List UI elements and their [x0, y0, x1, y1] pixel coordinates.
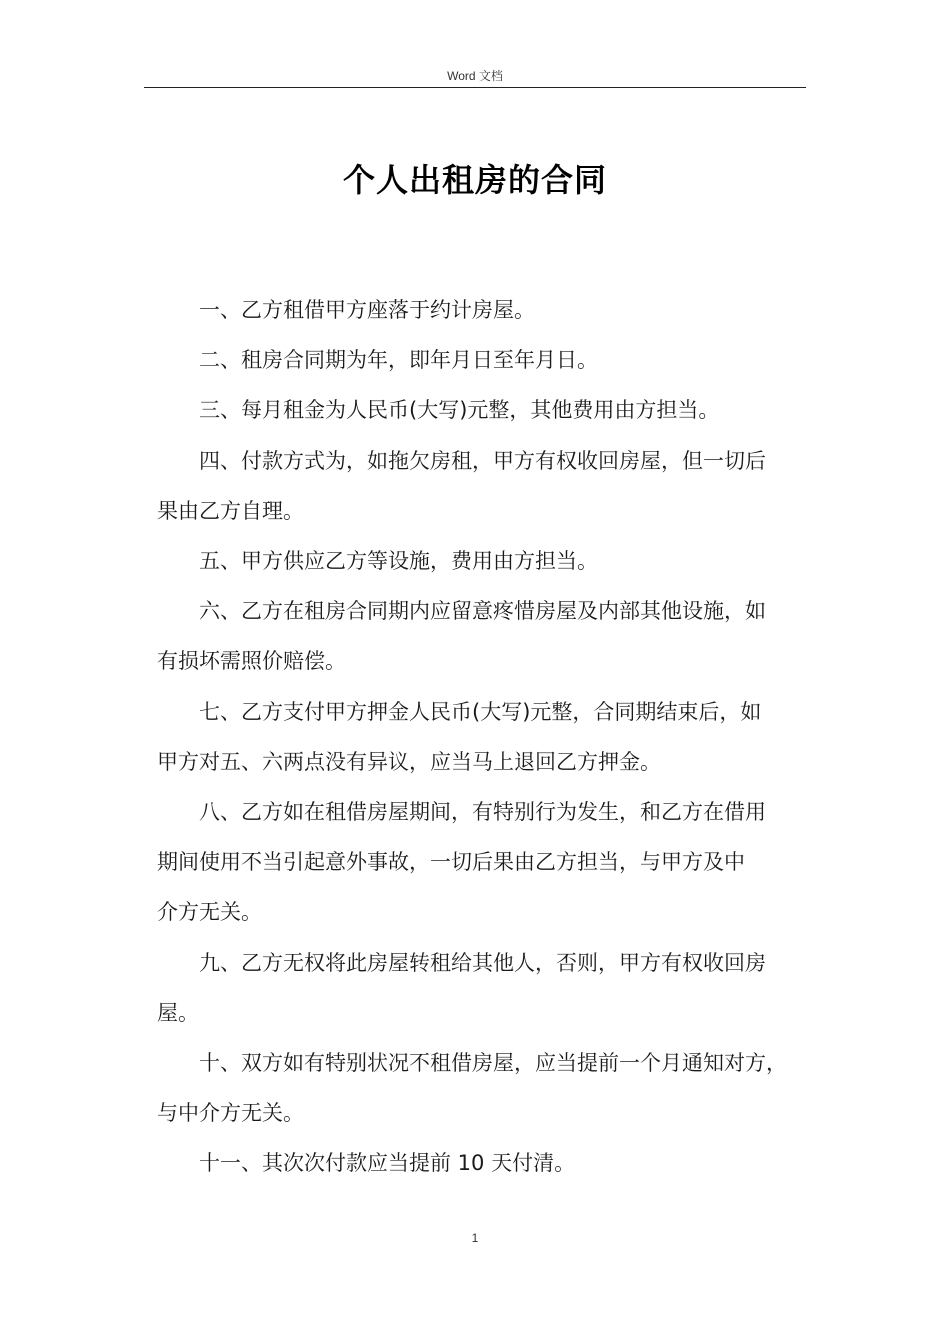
- clause-line: 十、双方如有特别状况不租借房屋，应当提前一个月通知对方，: [199, 1051, 787, 1076]
- clause-line: 三、每月租金为人民币(大写)元整，其他费用由方担当。: [199, 398, 720, 423]
- clause-3: [178, 385, 814, 435]
- clause-line: 六、乙方在租房合同期内应留意疼惜房屋及内部其他设施，如: [199, 599, 766, 624]
- document-body: [157, 285, 814, 1189]
- clause-line: 期间使用不当引起意外事故，一切后果由乙方担当，与甲方及中: [157, 850, 745, 875]
- clause-line: 四、付款方式为，如拖欠房租，甲方有权收回房屋，但一切后: [199, 448, 766, 473]
- clause-line: 十一、其次次付款应当提前 10 天付清。: [199, 1151, 576, 1176]
- clause-1: [178, 285, 814, 335]
- page-header-label: Word 文档: [447, 69, 503, 83]
- clause-line: 二、租房合同期为年，即年月日至年月日。: [199, 348, 598, 373]
- clause-11: [178, 1138, 814, 1188]
- document-title: 个人出租房的合同: [342, 161, 607, 199]
- page-number: 1: [471, 1231, 479, 1245]
- header-divider: [144, 87, 806, 88]
- clause-7: [157, 687, 814, 787]
- clause-line: 九、乙方无权将此房屋转租给其他人，否则，甲方有权收回房: [199, 950, 766, 975]
- clause-line: 屋。: [157, 1000, 199, 1025]
- clause-4: [157, 436, 814, 536]
- clause-line: 八、乙方如在租借房屋期间，有特别行为发生，和乙方在借用: [199, 800, 766, 825]
- clause-line: 有损坏需照价赔偿。: [157, 649, 346, 674]
- clause-9: [157, 938, 814, 1038]
- clause-8: [157, 787, 814, 938]
- clause-line: 与中介方无关。: [157, 1101, 304, 1126]
- clause-6: [157, 586, 814, 686]
- clause-line: 一、乙方租借甲方座落于约计房屋。: [199, 298, 535, 322]
- clause-2: [178, 335, 814, 385]
- clause-line: 甲方对五、六两点没有异议，应当马上退回乙方押金。: [157, 749, 661, 774]
- clause-line: 五、甲方供应乙方等设施，费用由方担当。: [199, 549, 598, 574]
- clause-line: 七、乙方支付甲方押金人民币(大写)元整，合同期结束后，如: [199, 699, 762, 724]
- clause-10: [157, 1038, 814, 1138]
- clause-line: 介方无关。: [157, 900, 262, 925]
- clause-line: 果由乙方自理。: [157, 498, 304, 523]
- clause-5: [178, 536, 814, 586]
